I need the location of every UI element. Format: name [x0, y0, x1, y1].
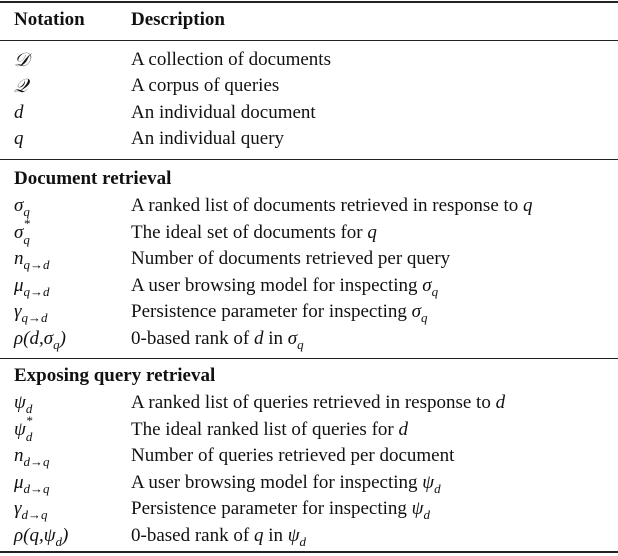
table-row: [0, 470, 618, 496]
subscript: d: [423, 507, 430, 522]
math-var: [422, 274, 439, 299]
symbol-base: σ: [14, 221, 24, 243]
math-base: q: [253, 524, 264, 546]
math-var: [411, 301, 428, 325]
description: [131, 390, 505, 416]
description: [131, 47, 331, 73]
math-base: q: [367, 221, 377, 243]
math-base: ψ: [422, 471, 435, 493]
sub-sup: * d: [25, 412, 33, 444]
subscript: d→q: [23, 480, 50, 496]
math-base: d: [398, 418, 408, 440]
math-var: [398, 419, 408, 440]
header-description: Description: [131, 9, 225, 30]
symbol-base: σ: [14, 195, 24, 216]
description-text: An individual document: [131, 101, 316, 123]
description: [131, 443, 454, 469]
description: [131, 193, 533, 219]
symbol-base: n: [14, 248, 24, 269]
table-row: [0, 443, 618, 469]
notation-symbol: [14, 326, 66, 352]
description: [131, 273, 438, 299]
description-text: A collection of documents: [131, 49, 331, 70]
description: [131, 126, 284, 152]
description: [131, 326, 304, 352]
subscript: d→q: [23, 454, 50, 469]
top-rule: [0, 1, 618, 3]
table-row: [0, 47, 618, 73]
description: [131, 220, 377, 246]
math-base: d: [253, 327, 264, 349]
symbol-base: μ: [14, 471, 24, 493]
section-title: Exposing query retrieval: [14, 365, 216, 386]
description-text: 0-based rank of: [131, 327, 254, 349]
symbol-base: ψ: [14, 392, 26, 413]
table-row: [0, 100, 618, 126]
math-base: ψ: [411, 498, 424, 519]
notation-symbol: [14, 100, 24, 126]
description-text: Number of queries retrieved per document: [131, 445, 455, 466]
subscript: d→q: [21, 507, 48, 522]
description-text: Persistence parameter for inspecting: [131, 301, 412, 322]
symbol-base: ρ(d,σ: [14, 327, 54, 349]
notation-symbol: [14, 246, 50, 272]
section-rule: [0, 358, 618, 359]
table-row: [0, 215, 618, 247]
table-row: [0, 246, 618, 272]
symbol-base: d: [14, 101, 24, 123]
bottom-rule: [0, 551, 618, 553]
math-base: q: [523, 195, 533, 216]
subscript: q: [431, 283, 439, 299]
header-row: [0, 7, 618, 33]
description-text: A ranked list of documents retrieved in response to: [131, 195, 524, 216]
subscript: q: [297, 336, 304, 352]
subscript: d: [55, 533, 62, 549]
header-notation: Notation: [14, 9, 85, 30]
table-row: [0, 273, 618, 299]
table-row: [0, 390, 618, 416]
description-text: A corpus of queries: [131, 75, 280, 97]
subscript: q: [53, 336, 60, 352]
header-rule: [0, 40, 618, 41]
table-row: [0, 299, 618, 325]
description-text: A ranked list of queries retrieved in response to: [131, 392, 496, 413]
symbol-base: 𝒟: [14, 49, 30, 71]
math-var: [496, 392, 506, 413]
notation-symbol: [14, 73, 28, 99]
description-text: 0-based rank of: [131, 524, 254, 546]
symbol-base: γ: [14, 498, 22, 519]
description-text: An individual query: [131, 127, 285, 149]
notation-symbol: [14, 412, 40, 444]
description: [131, 496, 430, 522]
symbol-base: ψ: [14, 418, 26, 440]
table-row: [0, 193, 618, 219]
description-text: A user browsing model for inspecting: [131, 274, 423, 296]
section-rule: [0, 159, 618, 160]
subscript: q→d: [23, 283, 50, 299]
description-text: in: [263, 524, 288, 546]
table-row: [0, 496, 618, 522]
description: [131, 100, 316, 126]
notation-symbol: [14, 47, 29, 73]
symbol-base: q: [14, 127, 24, 149]
symbol-base: μ: [14, 274, 24, 296]
math-base: σ: [411, 301, 422, 322]
math-var: [254, 525, 264, 546]
notation-symbol: [14, 470, 50, 496]
math-var: [254, 328, 264, 349]
math-base: d: [495, 392, 506, 413]
math-var: [523, 195, 533, 216]
description-text: Persistence parameter for inspecting: [131, 498, 412, 519]
symbol-tail: ): [59, 327, 66, 349]
notation-symbol: [14, 299, 48, 325]
section-title: Document retrieval: [14, 168, 172, 189]
table-row: [0, 326, 618, 352]
math-var: [411, 498, 430, 522]
description-text: in: [263, 327, 288, 349]
symbol-base: γ: [14, 301, 22, 322]
symbol-tail: ): [62, 524, 69, 546]
notation-symbol: [14, 523, 68, 549]
math-var: [422, 471, 441, 496]
description: [131, 470, 441, 496]
description: [131, 73, 279, 99]
subscript: d: [25, 401, 33, 416]
subscript: d: [299, 533, 307, 549]
description-text: The ideal ranked list of queries for: [131, 418, 399, 440]
subscript: d: [434, 480, 441, 496]
math-base: σ: [287, 327, 298, 349]
math-base: ψ: [287, 524, 300, 546]
subscript: q→d: [23, 257, 50, 272]
description: [131, 246, 450, 272]
subscript: q→d: [21, 310, 48, 325]
sub-sup: * q: [23, 215, 30, 247]
math-var: [287, 524, 307, 549]
subscript: q: [23, 204, 30, 219]
math-base: σ: [422, 274, 432, 296]
math-var: [367, 222, 377, 243]
notation-symbol: [14, 443, 50, 469]
notation-symbol: [14, 215, 37, 247]
notation-symbol: [14, 273, 50, 299]
table-row: [0, 73, 618, 99]
table-row: [0, 412, 618, 444]
notation-symbol: [14, 496, 48, 522]
description-text: Number of documents retrieved per query: [131, 248, 451, 269]
symbol-base: ρ(q,ψ: [14, 524, 56, 546]
description: [131, 523, 306, 549]
description-text: A user browsing model for inspecting: [131, 471, 423, 493]
math-var: [287, 327, 304, 352]
symbol-base: n: [14, 445, 24, 466]
symbol-base: 𝒬: [14, 75, 28, 98]
subscript: q: [421, 310, 428, 325]
description: [131, 417, 408, 443]
table-row: [0, 523, 618, 549]
notation-symbol: [14, 126, 24, 152]
table-row: [0, 126, 618, 152]
description-text: The ideal set of documents for: [131, 221, 368, 243]
description: [131, 299, 428, 325]
